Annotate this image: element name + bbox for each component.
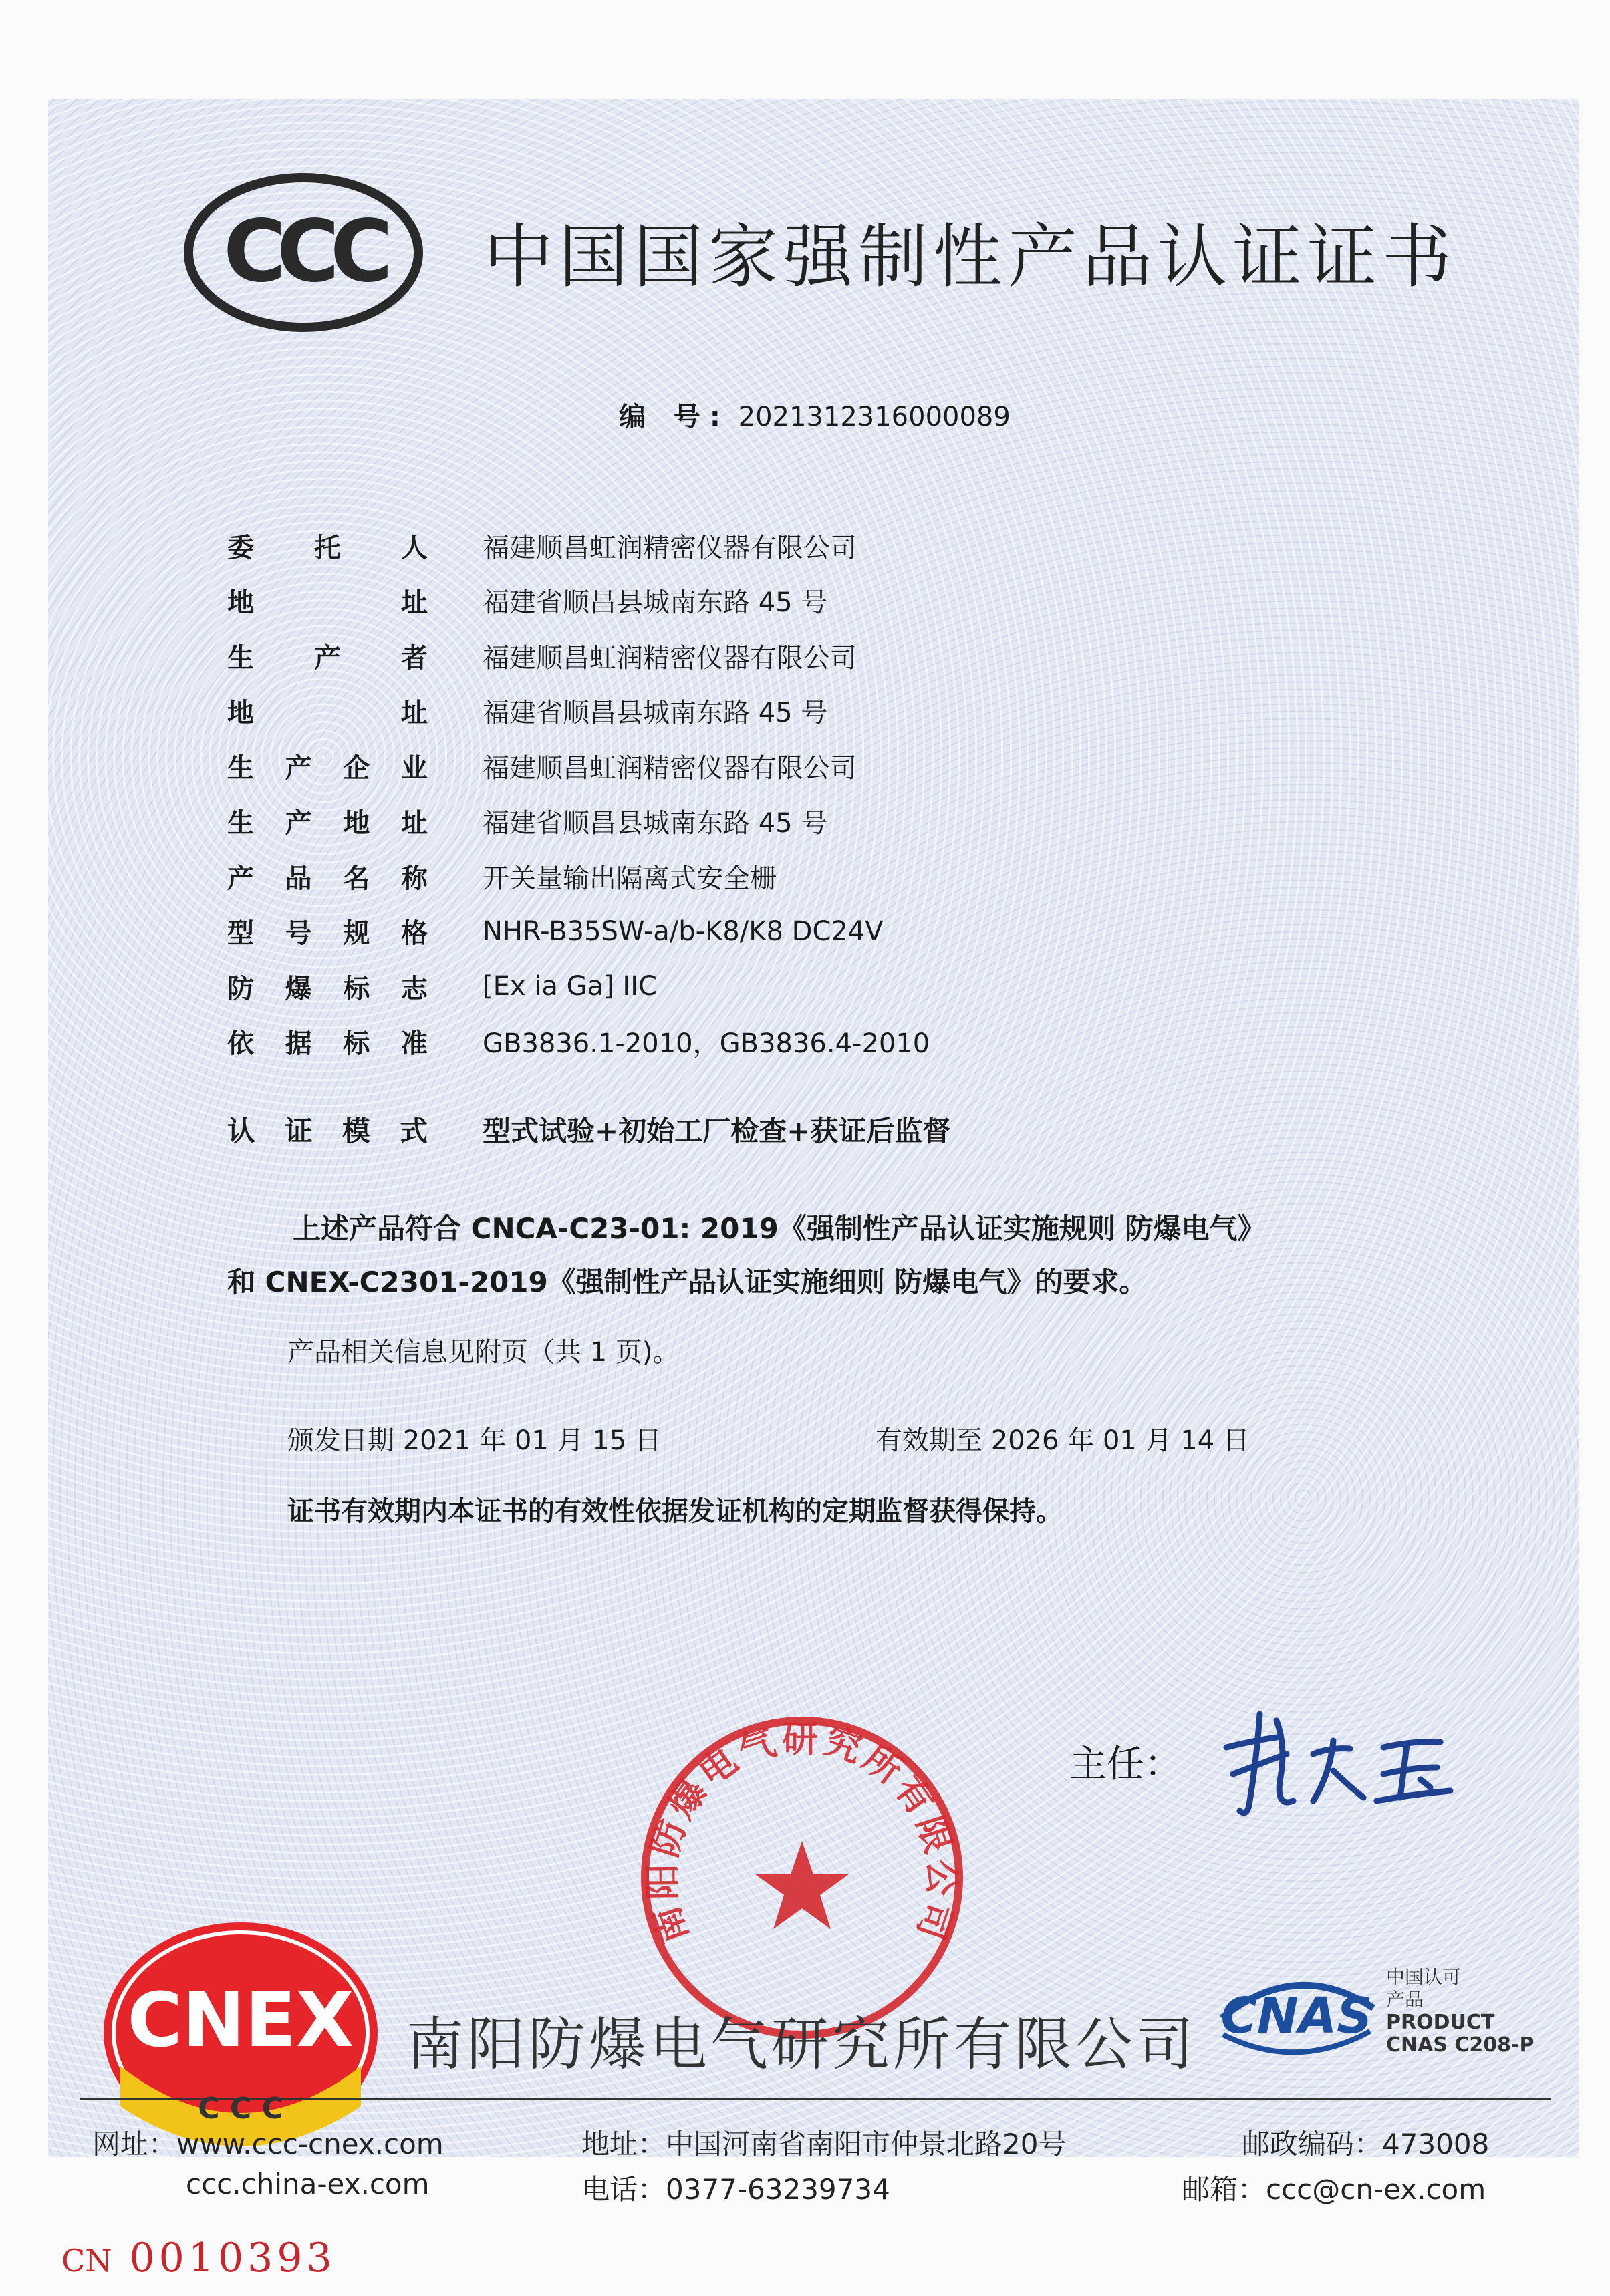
field-label-char: 依 xyxy=(227,1028,254,1060)
field-label xyxy=(227,912,428,950)
cnex-logo-subtext: C C C xyxy=(198,2092,283,2126)
field-label xyxy=(227,527,428,565)
statement-line-2: 和 CNEX-C2301-2019《强制性产品认证实施细则 防爆电气》的要求。 xyxy=(227,1266,1148,1298)
ccc-logo xyxy=(182,172,425,333)
field-label-char: 标 xyxy=(343,1028,370,1060)
certification-mode-row xyxy=(227,1109,950,1149)
field-label-char: 称 xyxy=(400,863,428,894)
field-value: 福建顺昌虹润精密仪器有限公司 xyxy=(483,752,857,784)
certification-mode-value: 型式试验+初始工厂检查+获证后监督 xyxy=(483,1115,951,1147)
footer-divider xyxy=(80,2098,1551,2100)
field-label xyxy=(227,968,428,1006)
field-label-char: 标 xyxy=(343,973,370,1004)
field-label-char: 人 xyxy=(401,532,428,563)
field-label-char: 准 xyxy=(400,1028,428,1060)
field-label-char: 志 xyxy=(400,973,428,1004)
field-row xyxy=(227,628,930,684)
certification-mode-label-char: 证 xyxy=(284,1115,313,1147)
footer-email[interactable]: 邮箱：ccc@cn-ex.com xyxy=(1182,2173,1486,2206)
field-row xyxy=(227,959,930,1014)
attachment-note: 产品相关信息见附页（共 1 页)。 xyxy=(287,1337,680,1368)
field-label-char: 地 xyxy=(343,808,370,839)
field-label-char: 产 xyxy=(285,808,312,839)
cnas-accreditation-text xyxy=(1386,1966,1534,2057)
cnas-line-4: CNAS C208-P xyxy=(1386,2033,1534,2057)
field-label-char: 生 xyxy=(227,642,254,674)
certification-mode-label-char: 认 xyxy=(227,1115,256,1147)
valid-until-date: 有效期至 2026 年 01 月 14 日 xyxy=(876,1425,1250,1456)
certificate-number xyxy=(619,396,1011,434)
field-label-char: 址 xyxy=(400,808,428,839)
seal-text: 南阳防爆电气研究所有限公司 xyxy=(641,1718,963,1949)
field-label-char: 名 xyxy=(343,863,370,894)
field-label-char: 型 xyxy=(227,918,254,950)
field-value: 福建省顺昌县城南东路 45 号 xyxy=(483,698,828,729)
seal-star-icon xyxy=(755,1841,849,1929)
serial-number xyxy=(61,2235,336,2281)
field-label-char: 委 xyxy=(227,532,254,563)
organization-name: 南阳防爆电气研究所有限公司 xyxy=(406,2011,1197,2078)
field-label-char: 号 xyxy=(285,918,312,950)
footer-phone: 电话：0377-63239734 xyxy=(581,2173,890,2206)
field-label-char: 址 xyxy=(401,698,428,729)
field-value: 福建省顺昌县城南东路 45 号 xyxy=(483,587,828,619)
field-label-char: 品 xyxy=(285,863,312,894)
statement-line-1: 上述产品符合 CNCA-C23-01: 2019《强制性产品认证实施规则 防爆电气》 xyxy=(293,1212,1266,1245)
serial-value: 0010393 xyxy=(129,2235,336,2281)
field-label-char: 地 xyxy=(227,587,254,619)
field-label-char: 格 xyxy=(400,918,428,950)
field-row xyxy=(227,849,930,904)
field-label-char: 生 xyxy=(227,752,254,784)
issue-date: 颁发日期 2021 年 01 月 15 日 xyxy=(287,1425,662,1456)
company-seal xyxy=(632,1707,972,2048)
cnas-line-2: 产品 xyxy=(1386,1989,1424,2011)
field-label xyxy=(227,857,428,895)
footer-website-1 xyxy=(92,2122,444,2162)
field-value: GB3836.1-2010，GB3836.4-2010 xyxy=(483,1028,930,1060)
website-link-1[interactable]: www.ccc-cnex.com xyxy=(176,2128,444,2160)
field-label-char: 防 xyxy=(227,973,254,1004)
field-label-char: 业 xyxy=(400,752,428,784)
website-label: 网址： xyxy=(92,2128,177,2160)
cnex-logo xyxy=(94,1906,388,2153)
serial-prefix: CN xyxy=(61,2243,112,2279)
cnas-line-1: 中国认可 xyxy=(1386,1966,1462,1988)
field-label xyxy=(227,581,428,619)
field-label-char: 爆 xyxy=(285,973,312,1004)
field-label xyxy=(227,692,428,730)
certification-mode-label-char: 模 xyxy=(342,1115,370,1147)
field-value: 福建省顺昌县城南东路 45 号 xyxy=(483,808,828,839)
field-value: 福建顺昌虹润精密仪器有限公司 xyxy=(483,532,857,563)
footer-address: 地址：中国河南省南阳市仲景北路20号 xyxy=(581,2128,1067,2160)
page-title: 中国国家强制性产品认证证书 xyxy=(484,216,1458,297)
cnas-logo-text: CNAS xyxy=(1220,1987,1373,2045)
certification-mode-label xyxy=(227,1109,428,1149)
field-label-char: 产 xyxy=(227,863,254,894)
field-label xyxy=(227,747,428,785)
field-label-char: 址 xyxy=(401,587,428,619)
field-value: 福建顺昌虹润精密仪器有限公司 xyxy=(483,642,857,674)
field-value: 开关量输出隔离式安全栅 xyxy=(483,863,777,894)
field-row xyxy=(227,1014,930,1070)
field-label-char: 企 xyxy=(343,752,370,784)
field-row xyxy=(227,904,930,960)
footer-postcode: 邮政编码：473008 xyxy=(1242,2128,1490,2160)
field-label-char: 者 xyxy=(401,642,428,674)
field-label-char: 托 xyxy=(314,532,341,563)
validity-note: 证书有效期内本证书的有效性依据发证机构的定期监督获得保持。 xyxy=(287,1496,1063,1527)
field-row xyxy=(227,794,930,849)
field-label-char: 生 xyxy=(227,808,254,839)
certificate-number-value: 2021312316000089 xyxy=(738,402,1011,432)
director-signature xyxy=(1213,1701,1467,1828)
ccc-logo-text: CCC xyxy=(223,202,384,301)
certification-mode-label-char: 式 xyxy=(399,1115,428,1147)
field-label xyxy=(227,637,428,675)
svg-text:南阳防爆电气研究所有限公司 xyxy=(642,1718,963,1949)
field-label-char: 地 xyxy=(227,698,254,729)
field-label-char: 据 xyxy=(285,1028,312,1060)
field-row xyxy=(227,738,930,794)
field-label-char: 规 xyxy=(343,918,370,950)
certificate-number-label: 编 号: xyxy=(619,402,730,432)
website-link-2[interactable]: ccc.china-ex.com xyxy=(186,2168,430,2200)
director-label: 主任： xyxy=(1069,1743,1182,1786)
field-row xyxy=(227,684,930,739)
field-label-char: 产 xyxy=(314,642,341,674)
field-label-char: 产 xyxy=(285,752,312,784)
field-row xyxy=(227,573,930,629)
field-value: [Ex ia Ga] IIC xyxy=(483,971,657,1002)
field-row xyxy=(227,518,930,573)
field-label xyxy=(227,1022,428,1060)
cnex-logo-text: CNEX xyxy=(127,1977,354,2064)
cnas-logo xyxy=(1210,1971,1383,2061)
certificate-fields xyxy=(227,518,930,1069)
cnas-line-3: PRODUCT xyxy=(1386,2011,1495,2034)
field-value: NHR-B35SW-a/b-K8/K8 DC24V xyxy=(483,915,884,947)
field-label xyxy=(227,802,428,840)
